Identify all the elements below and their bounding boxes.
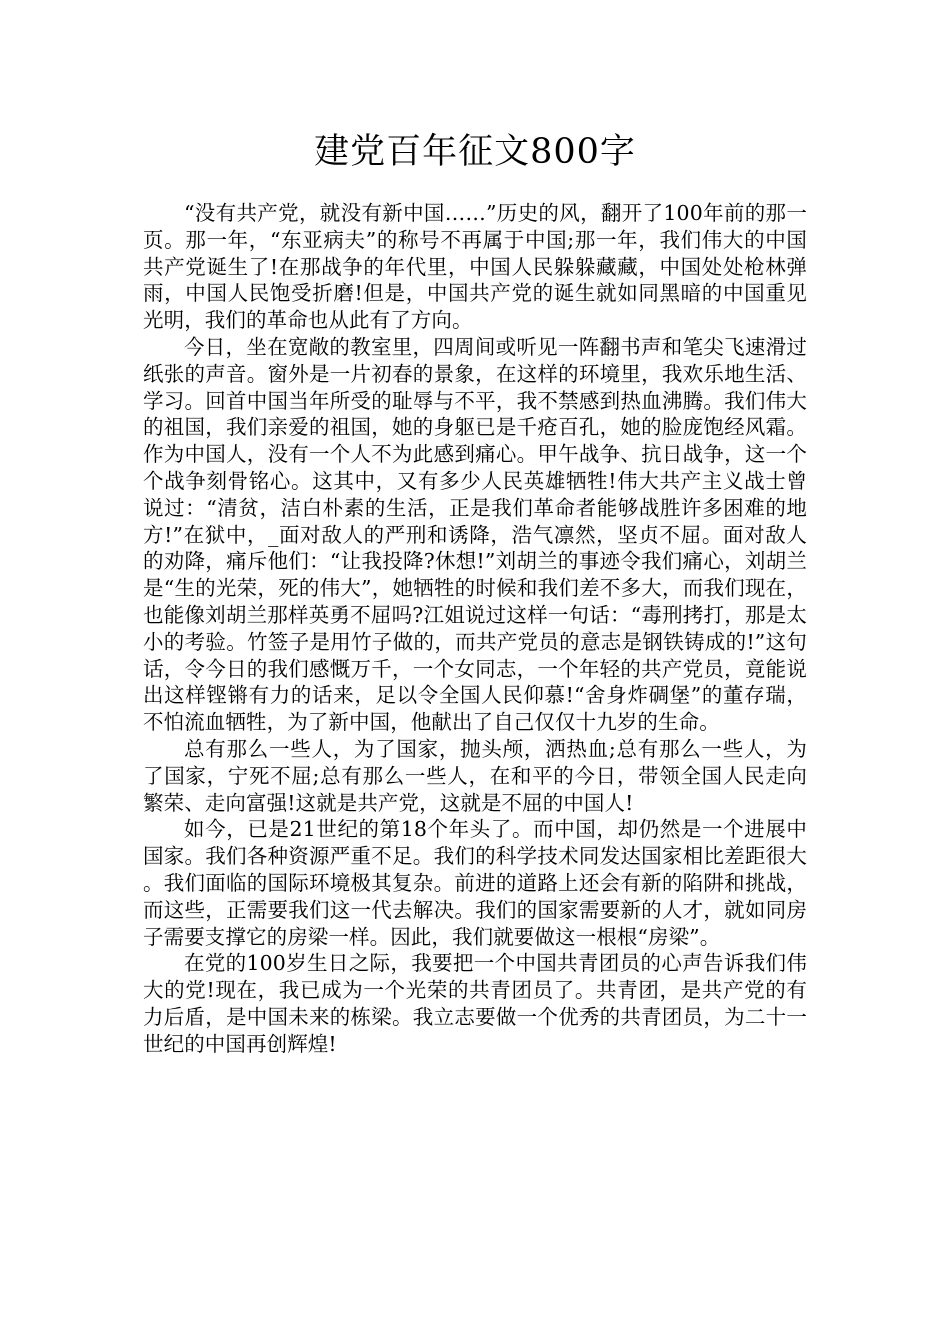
paragraph-5: 在党的100岁生日之际，我要把一个中国共青团员的心声告诉我们伟大的党!现在，我已成为一个光荣的共青团员了。共青团，是共产党的有力后盾，是中国未来的栋梁。我立志要做一个优秀的共青团员，为二十一世纪的中国再创辉煌! <box>143 951 807 1056</box>
paragraph-2: 今日，坐在宽敞的教室里，四周间或听见一阵翻书声和笔尖飞速滑过纸张的声音。窗外是一片初春的景象，在这样的环境里，我欢乐地生活、学习。回首中国当年所受的耻辱与不平，我不禁感到热血沸腾。我们伟大的祖国，我们亲爱的祖国，她的身躯已是千疮百孔，她的脸庞饱经风霜。作为中国人，没有一个人不为此感到痛心。甲午战争、抗日战争，这一个个战争刻骨铭心。这其中，又有多少人民英雄牺牲!伟大共产主义战士曾说过：“清贫，洁白朴素的生活，正是我们革命者能够战胜许多困难的地方!”在狱中，_面对敌人的严刑和诱降，浩气凛然，坚贞不屈。面对敌人的劝降，痛斥他们：“让我投降?休想!”刘胡兰的事迹令我们痛心，刘胡兰是“生的光荣，死的伟大”，她牺牲的时候和我们差不多大，而我们现在，也能像刘胡兰那样英勇不屈吗?江姐说过这样一句话：“毒刑拷打，那是太小的考验。竹签子是用竹子做的，而共产党员的意志是钢铁铸成的!”这句话，令今日的我们感慨万千，一个女同志，一个年轻的共产党员，竟能说出这样铿锵有力的话来，足以令全国人民仰慕!“舍身炸碉堡”的董存瑞，不怕流血牺牲，为了新中国，他献出了自己仅仅十九岁的生命。 <box>143 334 807 735</box>
paragraph-1: “没有共产党，就没有新中国……”历史的风，翻开了100年前的那一页。那一年，“东亚病夫”的称号不再属于中国;那一年，我们伟大的中国共产党诞生了!在那战争的年代里，中国人民躲躲藏藏，中国处处枪林弹雨，中国人民饱受折磨!但是，中国共产党的诞生就如同黑暗的中国重见光明，我们的革命也从此有了方向。 <box>143 201 807 333</box>
document-body <box>143 200 807 1058</box>
document-title: 建党百年征文800字 <box>314 132 636 172</box>
paragraph-3: 总有那么一些人，为了国家，抛头颅，洒热血;总有那么一些人，为了国家，宁死不屈;总有那么一些人，在和平的今日，带领全国人民走向繁荣、走向富强!这就是共产党，这就是不屈的中国人! <box>143 736 807 815</box>
paragraph-4: 如今，已是21世纪的第18个年头了。而中国，却仍然是一个进展中国家。我们各种资源严重不足。我们的科学技术同发达国家相比差距很大。我们面临的国际环境极其复杂。前进的道路上还会有新的陷阱和挑战，而这些，正需要我们这一代去解决。我们的国家需要新的人才，就如同房子需要支撑它的房梁一样。因此，我们就要做这一根根“房梁”。 <box>143 817 807 949</box>
